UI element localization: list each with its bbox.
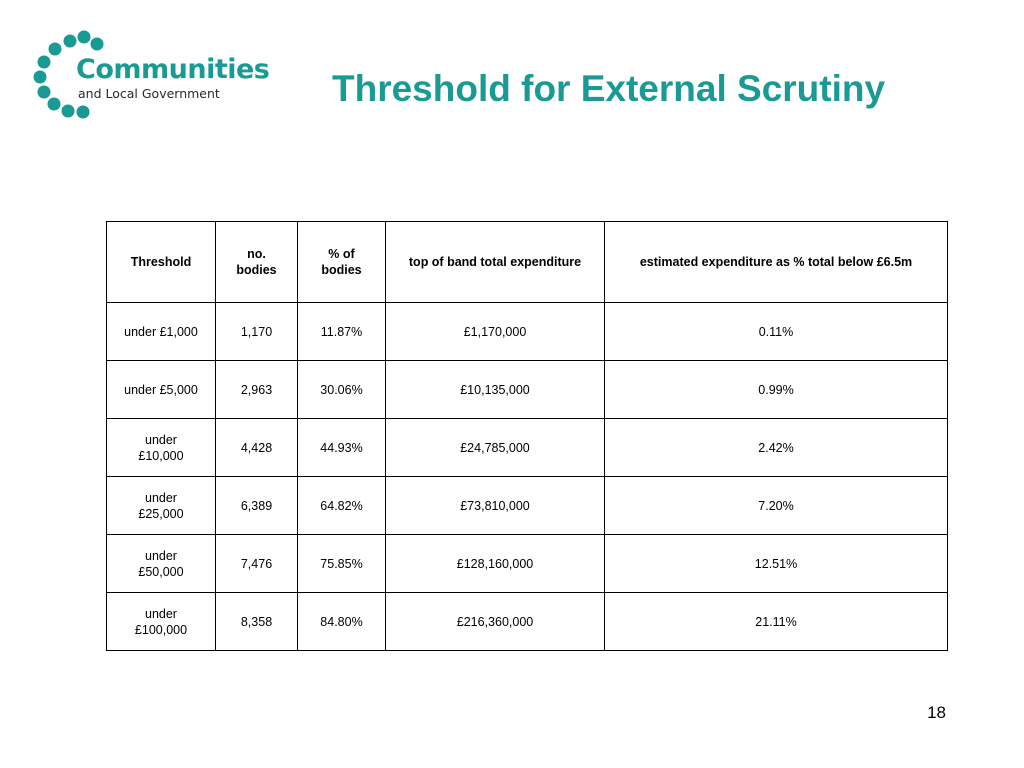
cell-top-of-band xyxy=(386,303,605,361)
cell-text: 4,428 xyxy=(240,440,273,455)
cell-text: 2.42% xyxy=(758,440,794,455)
table-row xyxy=(107,535,948,593)
header-text: estimated expenditure as % total below £6.5m xyxy=(639,255,913,269)
table-row xyxy=(107,593,948,651)
cell-no-bodies xyxy=(216,477,298,535)
cell-no-bodies xyxy=(216,361,298,419)
cell-top-of-band xyxy=(386,477,605,535)
table-row xyxy=(107,303,948,361)
cell-top-of-band xyxy=(386,361,605,419)
cell-text: 7.20% xyxy=(758,498,794,513)
cell-text: 6,389 xyxy=(240,498,273,513)
cell-threshold xyxy=(107,593,216,651)
slide-title: Threshold for External Scrutiny xyxy=(332,68,886,109)
cell-text: £216,360,000 xyxy=(456,614,534,629)
table-row xyxy=(107,361,948,419)
cell-text: under £5,000 xyxy=(124,382,198,397)
cell-estimated-expenditure xyxy=(605,419,948,477)
cell-threshold xyxy=(107,535,216,593)
cell-estimated-expenditure xyxy=(605,535,948,593)
cell-text: under xyxy=(145,606,177,621)
cell-text: 0.11% xyxy=(758,324,794,339)
table-body xyxy=(107,303,948,651)
header-text: Threshold xyxy=(130,255,192,269)
cell-top-of-band xyxy=(386,535,605,593)
cell-text: 1,170 xyxy=(240,324,273,339)
cell-estimated-expenditure xyxy=(605,593,948,651)
cell-text: under xyxy=(145,548,177,563)
cell-text: 7,476 xyxy=(240,556,273,571)
cell-text: £10,135,000 xyxy=(460,382,530,397)
cell-text: 64.82% xyxy=(320,498,363,513)
header-text: % of xyxy=(328,247,355,261)
cell-text: £50,000 xyxy=(138,564,184,579)
cell-text: £10,000 xyxy=(138,448,184,463)
cell-percent-bodies xyxy=(298,477,386,535)
cell-percent-bodies xyxy=(298,419,386,477)
cell-threshold xyxy=(107,419,216,477)
cell-no-bodies xyxy=(216,303,298,361)
header-top-of-band xyxy=(386,222,605,303)
cell-estimated-expenditure xyxy=(605,303,948,361)
table-row xyxy=(107,419,948,477)
cell-text: 2,963 xyxy=(240,382,273,397)
cell-no-bodies xyxy=(216,535,298,593)
cell-no-bodies xyxy=(216,419,298,477)
cell-text: 11.87% xyxy=(320,324,363,339)
cell-text: 44.93% xyxy=(320,440,363,455)
cell-threshold xyxy=(107,477,216,535)
cell-text: 75.85% xyxy=(320,556,363,571)
cell-text: 30.06% xyxy=(320,382,363,397)
cell-estimated-expenditure xyxy=(605,477,948,535)
cell-text: 8,358 xyxy=(240,614,273,629)
cell-text: £73,810,000 xyxy=(460,498,530,513)
cell-text: 21.11% xyxy=(755,614,797,629)
cell-text: under £1,000 xyxy=(124,324,198,339)
table-row xyxy=(107,477,948,535)
cell-threshold xyxy=(107,361,216,419)
header-text: no. xyxy=(247,247,266,261)
cell-top-of-band xyxy=(386,419,605,477)
cell-percent-bodies xyxy=(298,361,386,419)
logo-subtitle: and Local Government xyxy=(78,86,220,101)
cell-estimated-expenditure xyxy=(605,361,948,419)
cell-no-bodies xyxy=(216,593,298,651)
cell-text: 0.99% xyxy=(758,382,794,397)
table-header-row xyxy=(107,222,948,303)
cell-text: under xyxy=(145,432,177,447)
cell-threshold xyxy=(107,303,216,361)
cell-text: 12.51% xyxy=(754,556,798,571)
cell-text: £100,000 xyxy=(134,622,188,637)
cell-top-of-band xyxy=(386,593,605,651)
threshold-table xyxy=(106,221,948,651)
cell-text: £128,160,000 xyxy=(456,556,534,571)
header-threshold xyxy=(107,222,216,303)
cell-text: £25,000 xyxy=(138,506,184,521)
header-text: top of band total expenditure xyxy=(408,255,582,269)
page-number: 18 xyxy=(927,703,946,722)
cell-percent-bodies xyxy=(298,593,386,651)
communities-logo xyxy=(28,30,268,122)
cell-text: under xyxy=(145,490,177,505)
header-text: bodies xyxy=(321,263,362,277)
cell-text: £24,785,000 xyxy=(460,440,530,455)
header-no-bodies xyxy=(216,222,298,303)
logo-wordmark: Communities xyxy=(76,54,270,85)
header-estimated-expenditure xyxy=(605,222,948,303)
header-percent-bodies xyxy=(298,222,386,303)
cell-percent-bodies xyxy=(298,535,386,593)
cell-percent-bodies xyxy=(298,303,386,361)
cell-text: £1,170,000 xyxy=(463,324,527,339)
header-text: bodies xyxy=(236,263,277,277)
cell-text: 84.80% xyxy=(320,614,363,629)
